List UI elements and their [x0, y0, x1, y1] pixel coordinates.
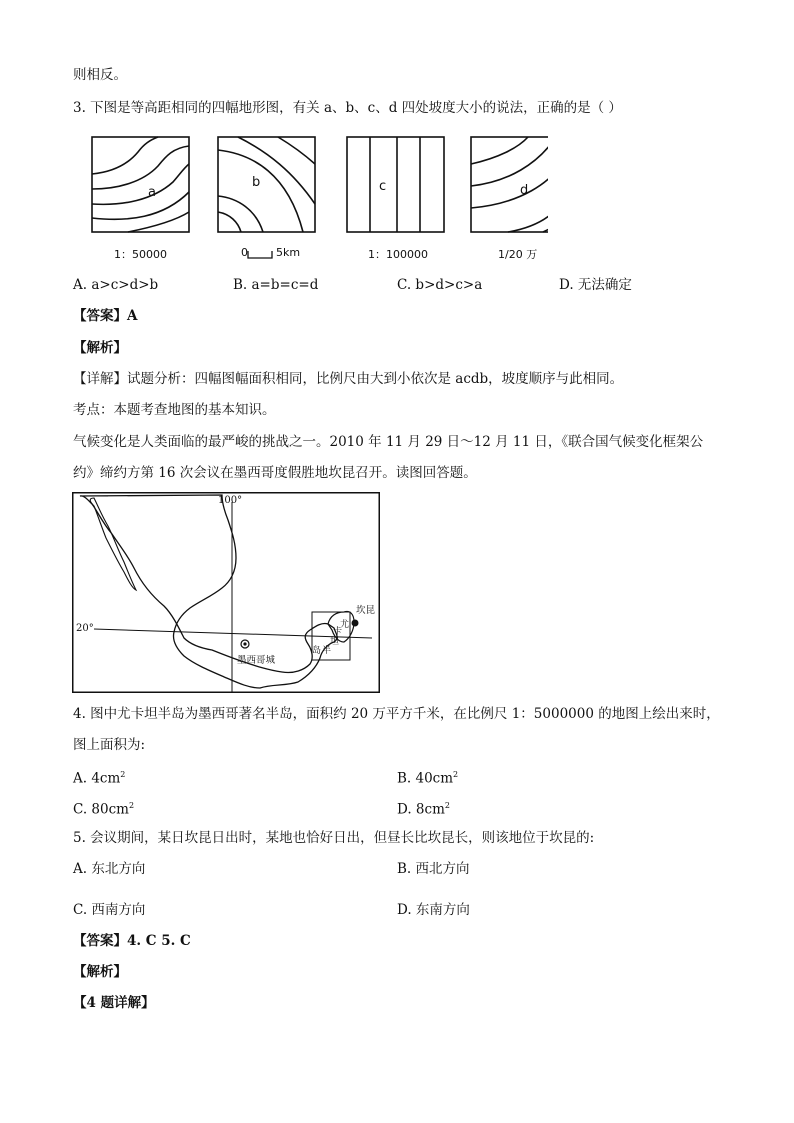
intro-line-2: 约》缔约方第 16 次会议在墨西哥度假胜地坎昆召开。读图回答题。 [73, 465, 477, 481]
question-4-line-1: 4. 图中尤卡坦半岛为墨西哥著名半岛，面积约 20 万平方千米，在比例尺 1：5000000 的地图上绘出来时， [73, 706, 720, 722]
text-line-continuation: 则相反。 [73, 67, 127, 83]
q3-option-b: B. a=b=c=d [233, 277, 319, 293]
cancun-label: 坎昆 [356, 605, 376, 616]
answer-4-5: 【答案】4. C 5. C [73, 933, 191, 949]
peninsula-char-4: 半 [322, 646, 332, 656]
q4-option-c: C. $80cm^2$ [73, 801, 135, 818]
intro-line-1: 气候变化是人类面临的最严峻的挑战之一。2010 年 11 月 29 日～12 月 11 日，《联合国气候变化框架公 [73, 434, 704, 450]
scale-bar-icon [246, 249, 276, 261]
answer-3: 【答案】A [73, 308, 138, 324]
peninsula-char-5: 岛 [312, 646, 322, 656]
scale-d: 1/20 万 [498, 248, 538, 261]
q5-option-d: D. 东南方向 [397, 902, 470, 918]
scale-c: 1：100000 [368, 248, 428, 261]
q4-option-b: B. $40cm^2$ [397, 770, 459, 787]
q5-option-c: C. 西南方向 [73, 902, 146, 918]
scale-b-km: 5km [276, 246, 301, 259]
map-label-b: b [252, 175, 261, 190]
knowledge-point-3: 考点：本题考查地图的基本知识。 [73, 402, 276, 418]
q3-option-c: C. b>d>c>a [397, 277, 483, 293]
mexico-map [72, 492, 380, 693]
contour-maps [88, 134, 548, 239]
meridian-label: 100° [218, 495, 243, 506]
mexico-city-label: 墨西哥城 [237, 655, 276, 666]
q4-option-d: D. $8cm^2$ [397, 801, 450, 818]
map-label-c: c [379, 179, 387, 194]
map-label-a: a [148, 185, 156, 200]
peninsula-char-2: 卡 [333, 627, 343, 637]
scale-a: 1：50000 [114, 248, 167, 261]
q4-option-a: A. $4cm^2$ [73, 770, 126, 787]
q3-option-d: D. 无法确定 [559, 277, 632, 293]
analysis-4-5-heading: 【解析】 [73, 964, 127, 980]
map-label-d: d [520, 183, 529, 198]
q3-option-a: A. a>c>d>b [73, 277, 159, 293]
peninsula-char-1: 尤 [340, 620, 350, 630]
detail-3: 【详解】试题分析：四幅图幅面积相同，比例尺由大到小依次是 acdb，坡度顺序与此相同。 [73, 371, 624, 387]
map-c-frame [347, 137, 444, 232]
parallel-label: 20° [76, 623, 94, 634]
question-5: 5. 会议期间，某日坎昆日出时，某地也恰好日出，但昼长比坎昆长，则该地位于坎昆的: [73, 830, 595, 846]
q5-option-a: A. 东北方向 [73, 861, 146, 877]
analysis-3-heading: 【解析】 [73, 340, 127, 356]
detail-4-heading: 【4 题详解】 [73, 995, 155, 1011]
question-4-line-2: 图上面积为: [73, 737, 146, 753]
scale-b-zero: 0 [241, 246, 248, 259]
q5-option-b: B. 西北方向 [397, 861, 470, 877]
question-3: 3. 下图是等高距相同的四幅地形图，有关 a、b、c、d 四处坡度大小的说法，正确的是（ ） [73, 100, 622, 116]
peninsula-char-3: 坦 [330, 637, 340, 647]
